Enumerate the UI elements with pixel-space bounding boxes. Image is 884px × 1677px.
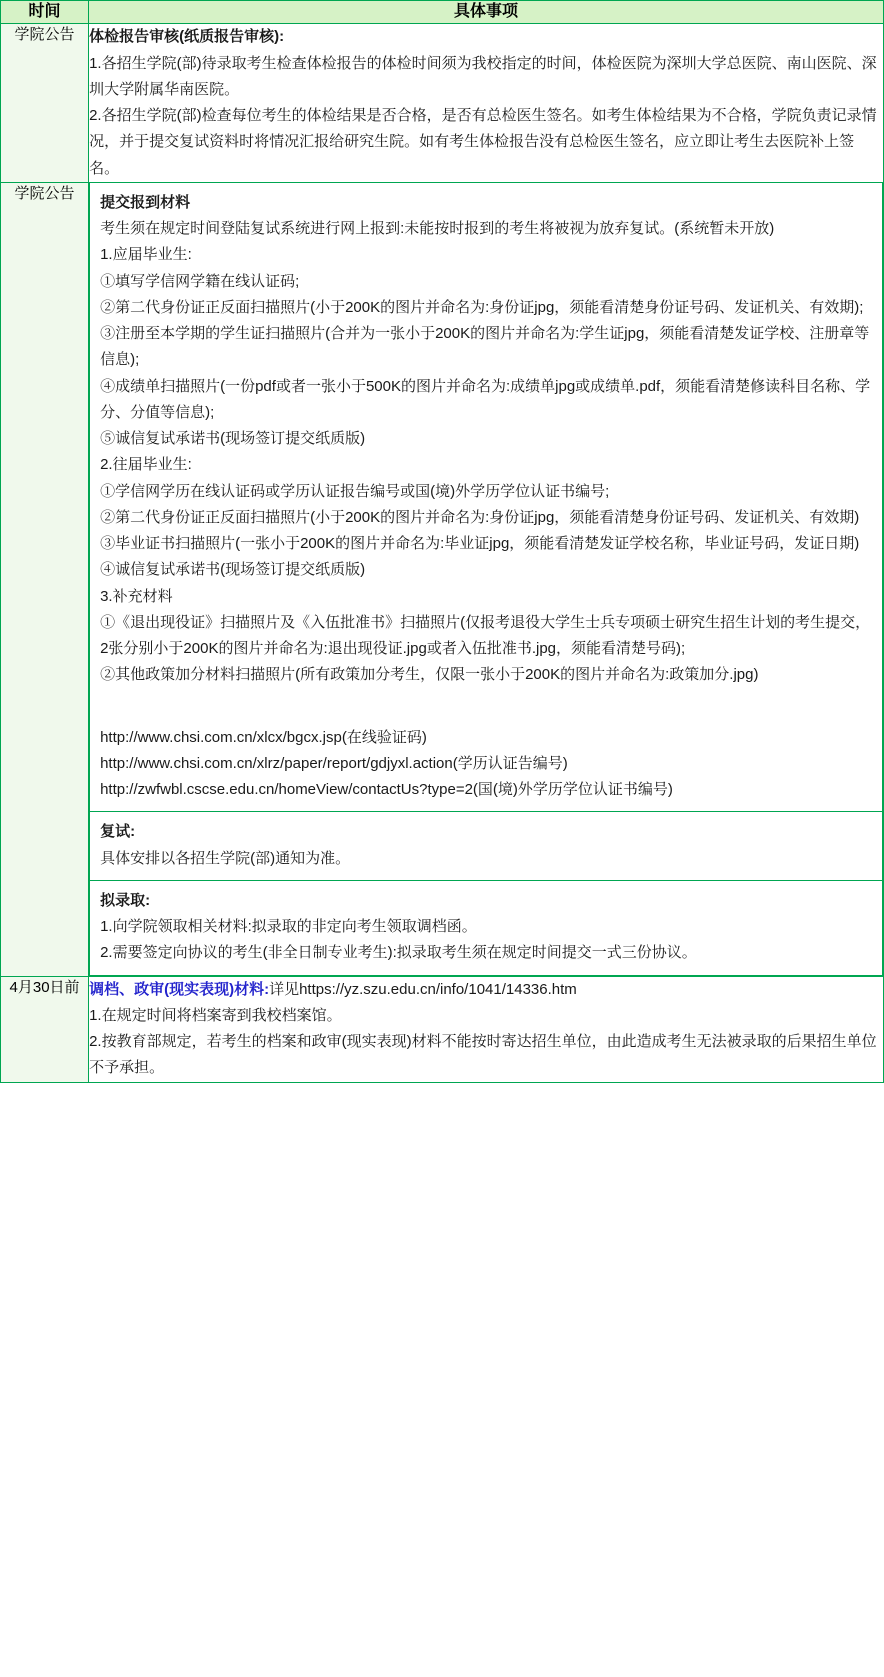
table-row — [1, 976, 884, 1082]
subsection-register-materials — [90, 183, 882, 812]
column-header-time: 时间 — [1, 1, 89, 24]
column-header-details: 具体事项 — [89, 1, 884, 24]
section-paragraph: 1.应届毕业生: — [100, 246, 192, 264]
section-paragraph: ④诚信复试承诺书(现场签订提交纸质版) — [100, 561, 366, 579]
section-paragraph: ②第二代身份证正反面扫描照片(小于200K的图片并命名为:身份证jpg，须能看清楚身份证号码、发证机关、有效期) — [100, 508, 860, 526]
table-header-row — [1, 1, 884, 24]
subsection-admission — [90, 881, 882, 975]
section-paragraph: 2.各招生学院(部)检查每位考生的体检结果是否合格，是否有总检医生签名。如考生体检结果为不合格，学院负责记录情况，并于提交复试资料时将情况汇报给研究生院。如有考生体检报告没有总检医生签名，应立即让考生去医院补上签名。 — [89, 107, 877, 177]
section-paragraph: 具体安排以各招生学院(部)通知为准。 — [100, 849, 351, 867]
section-paragraph: ②第二代身份证正反面扫描照片(小于200K的图片并命名为:身份证jpg，须能看清楚身份证号码、发证机关、有效期); — [100, 298, 864, 316]
section-title: 调档、政审(现实表现)材料: — [89, 980, 270, 998]
section-paragraph: ①填写学信网学籍在线认证码; — [100, 272, 300, 290]
row-time-cell: 学院公告 — [1, 24, 89, 183]
row-details-cell — [89, 24, 884, 183]
row-details-cell — [89, 976, 884, 1082]
paragraph-spacer — [100, 689, 872, 707]
section-paragraph: ①《退出现役证》扫描照片及《入伍批准书》扫描照片(仅报考退役大学生士兵专项硕士研究生招生计划的考生提交，2张分别小于200K的图片并命名为:退出现役证.jpg或者入伍批准书.jpg，须能看清楚号码); — [100, 613, 871, 658]
section-paragraph: http://www.chsi.com.cn/xlcx/bgcx.jsp(在线验证码) — [100, 728, 427, 746]
subsection-row — [90, 183, 883, 812]
archive-policy-url[interactable]: 详见https://yz.szu.edu.cn/info/1041/14336.htm — [269, 980, 577, 998]
subsection-retest — [90, 812, 882, 880]
section-paragraph: 2.按教育部规定，若考生的档案和政审(现实表现)材料不能按时寄达招生单位，由此造成考生无法被录取的后果招生单位不予承担。 — [89, 1033, 877, 1077]
table-row — [1, 182, 884, 976]
section-paragraph: 1.在规定时间将档案寄到我校档案馆。 — [89, 1006, 342, 1024]
section-paragraph: ⑤诚信复试承诺书(现场签订提交纸质版) — [100, 430, 366, 448]
section-paragraph: ③注册至本学期的学生证扫描照片(合并为一张小于200K的图片并命名为:学生证jpg，须能看清楚发证学校、注册章等信息); — [100, 325, 870, 369]
row-time-cell: 学院公告 — [1, 182, 89, 976]
section-paragraph: 1.向学院领取相关材料:拟录取的非定向考生领取调档函。 — [100, 918, 477, 936]
section-paragraph: 2.往届毕业生: — [100, 456, 192, 474]
section-paragraph: 1.各招生学院(部)待录取考生检查体检报告的体检时间须为我校指定的时间，体检医院为深圳大学总医院、南山医院、深圳大学附属华南医院。 — [89, 54, 877, 98]
details-subsection-table — [89, 183, 883, 976]
section-title: 体检报告审核(纸质报告审核): — [89, 28, 285, 46]
section-paragraph: 2.需要签定向协议的考生(非全日制专业考生):拟录取考生须在规定时间提交一式三份协议。 — [100, 944, 697, 962]
section-paragraph: ③毕业证书扫描照片(一张小于200K的图片并命名为:毕业证jpg，须能看清楚发证学校名称，毕业证号码，发证日期) — [100, 535, 860, 553]
section-paragraph: 3.补充材料 — [100, 587, 173, 605]
section-title: 提交报到材料 — [100, 193, 191, 211]
section-paragraph: ④成绩单扫描照片(一份pdf或者一张小于500K的图片并命名为:成绩单jpg或成绩单.pdf，须能看清楚修读科目名称、学分、分值等信息); — [100, 377, 871, 421]
row-details-cell — [89, 182, 884, 976]
subsection-row — [90, 812, 883, 881]
verification-url-2[interactable]: http://zwfwbl.cscse.edu.cn/homeView/contactUs?type=2(国(境)外学历学位认证书编号) — [100, 781, 673, 799]
subsection-row — [90, 880, 883, 975]
row-time-cell: 4月30日前 — [1, 976, 89, 1082]
table-row — [1, 24, 884, 183]
section-title: 复试: — [100, 823, 136, 841]
paragraph-spacer — [100, 707, 872, 725]
section-paragraph: ②其他政策加分材料扫描照片(所有政策加分考生，仅限一张小于200K的图片并命名为:政策加分.jpg) — [100, 666, 759, 684]
verification-url-1[interactable]: http://www.chsi.com.cn/xlrz/paper/report/gdjyxl.action(学历认证告编号) — [100, 754, 568, 772]
section-paragraph: ①学信网学历在线认证码或学历认证报告编号或国(境)外学历学位认证书编号; — [100, 482, 610, 500]
section-title-with-link — [89, 977, 883, 1003]
section-paragraph: 考生须在规定时间登陆复试系统进行网上报到:未能按时报到的考生将被视为放弃复试。(系统暂未开放) — [100, 220, 775, 238]
section-title: 拟录取: — [100, 891, 151, 909]
